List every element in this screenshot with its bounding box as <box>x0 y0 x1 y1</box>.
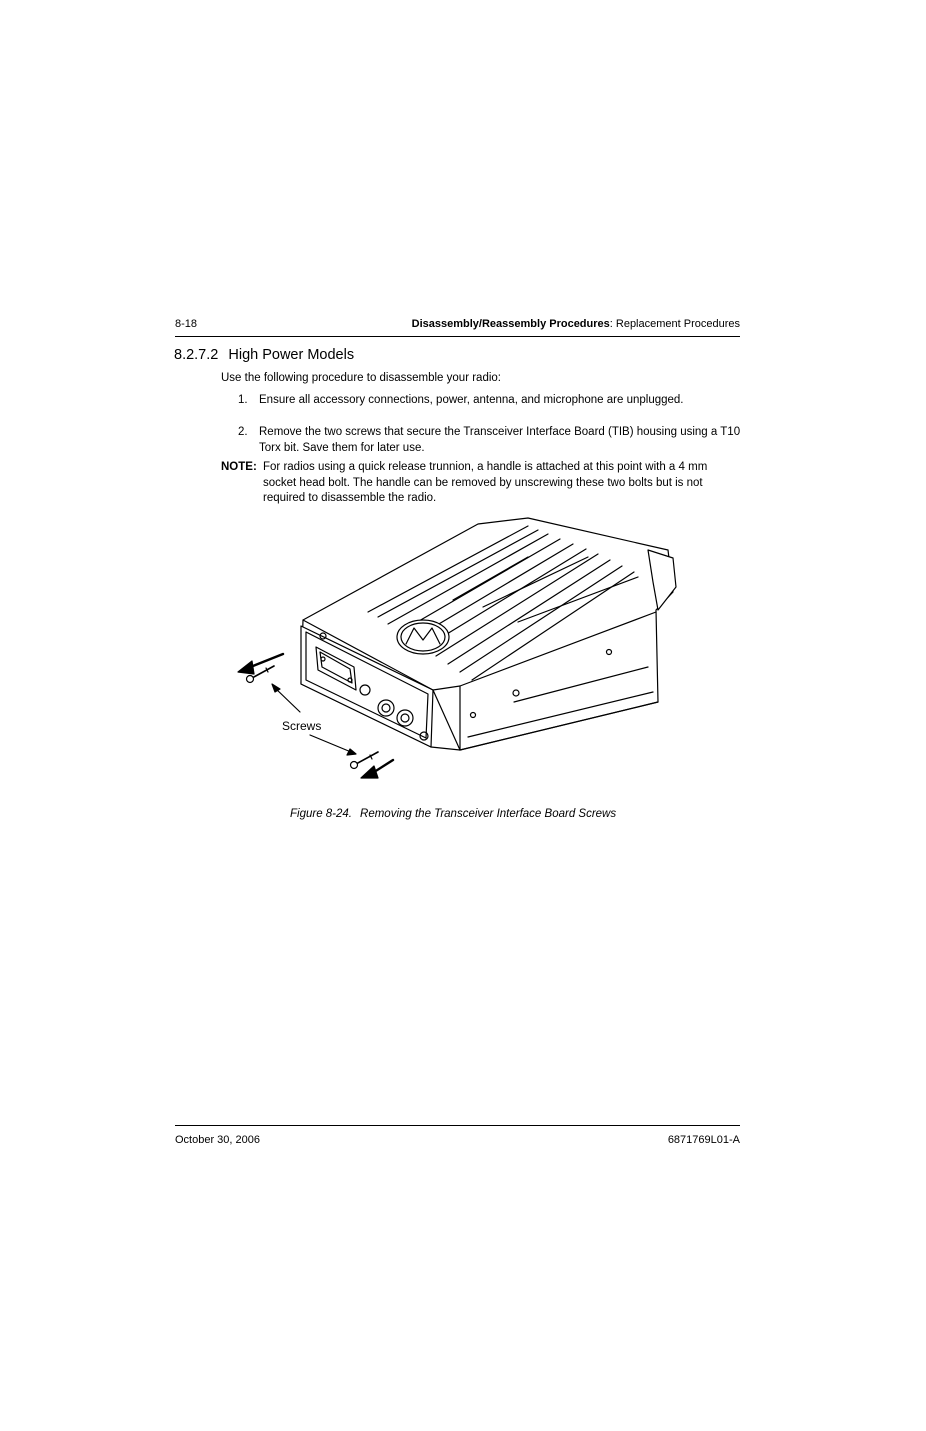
radio-housing <box>301 518 676 750</box>
step-text: Ensure all accessory connections, power, antenna, and microphone are unplugged. <box>259 394 684 406</box>
radio-illustration <box>228 512 688 792</box>
figure-caption <box>290 808 616 820</box>
running-title-section: : Replacement Procedures <box>609 318 740 330</box>
note-label: NOTE: <box>221 461 257 473</box>
intro-text: Use the following procedure to disassemble your radio: <box>221 372 501 384</box>
removal-arrow-upper-icon <box>238 654 283 674</box>
page-footer <box>175 1125 740 1148</box>
page-number: 8-18 <box>175 318 198 330</box>
removal-arrow-lower-icon <box>361 760 393 778</box>
note-text: For radios using a quick release trunnion, a handle is attached at this point with a 4 mm socket head bolt. The handle can be removed by unscrewing these two bolts but is not required to disassemble the radio. <box>263 461 708 504</box>
step-number: 1. <box>238 394 248 406</box>
figure-title: Removing the Transceiver Interface Board Screws <box>360 808 617 820</box>
publication-date: October 30, 2006 <box>175 1134 261 1146</box>
figure-number: Figure 8-24. <box>290 808 353 820</box>
document-number: 6871769L01-A <box>667 1134 740 1146</box>
running-title <box>412 318 740 330</box>
section-title: High Power Models <box>228 347 355 363</box>
screws-callout-label: Screws <box>282 719 322 733</box>
page-header <box>175 316 740 337</box>
section-number: 8.2.7.2 <box>174 347 219 363</box>
motorola-logo-icon <box>397 620 449 654</box>
section-heading <box>174 347 354 363</box>
step-text: Remove the two screws that secure the Transceiver Interface Board (TIB) housing using a T10 Torx bit. Save them for later use. <box>259 426 741 454</box>
running-title-chapter: Disassembly/Reassembly Procedures <box>411 318 610 330</box>
step-number: 2. <box>238 426 248 438</box>
